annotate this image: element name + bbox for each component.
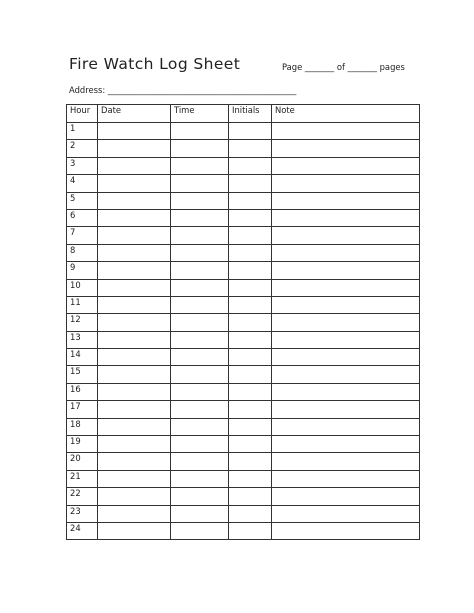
table-row <box>67 157 420 174</box>
hour-cell: 22 <box>67 488 98 505</box>
note-cell[interactable] <box>272 175 420 192</box>
initials-cell[interactable] <box>229 279 272 296</box>
table-row <box>67 401 420 418</box>
hour-cell: 19 <box>67 436 98 453</box>
initials-cell[interactable] <box>229 488 272 505</box>
table-row <box>67 505 420 522</box>
hour-cell: 5 <box>67 192 98 209</box>
date-cell[interactable] <box>98 192 171 209</box>
column-header-date: Date <box>98 105 171 123</box>
initials-cell[interactable] <box>229 418 272 435</box>
note-cell[interactable] <box>272 453 420 470</box>
table-row <box>67 227 420 244</box>
hour-cell: 1 <box>67 123 98 140</box>
initials-cell[interactable] <box>229 366 272 383</box>
time-cell[interactable] <box>171 488 229 505</box>
table-row <box>67 349 420 366</box>
table-row <box>67 418 420 435</box>
date-cell[interactable] <box>98 418 171 435</box>
hour-cell: 9 <box>67 262 98 279</box>
note-cell[interactable] <box>272 349 420 366</box>
initials-cell[interactable] <box>229 401 272 418</box>
hour-cell: 2 <box>67 140 98 157</box>
table-row <box>67 522 420 539</box>
initials-cell[interactable] <box>229 453 272 470</box>
hour-cell: 7 <box>67 227 98 244</box>
date-cell[interactable] <box>98 140 171 157</box>
hour-cell: 17 <box>67 401 98 418</box>
hour-cell: 20 <box>67 453 98 470</box>
time-cell[interactable] <box>171 418 229 435</box>
date-cell[interactable] <box>98 453 171 470</box>
date-cell[interactable] <box>98 279 171 296</box>
initials-cell[interactable] <box>229 436 272 453</box>
time-cell[interactable] <box>171 505 229 522</box>
date-cell[interactable] <box>98 349 171 366</box>
table-row <box>67 279 420 296</box>
table-row <box>67 436 420 453</box>
table-row <box>67 123 420 140</box>
table-row <box>67 366 420 383</box>
initials-cell[interactable] <box>229 383 272 400</box>
note-cell[interactable] <box>272 262 420 279</box>
hour-cell: 15 <box>67 366 98 383</box>
date-cell[interactable] <box>98 436 171 453</box>
initials-cell[interactable] <box>229 349 272 366</box>
table-row <box>67 244 420 261</box>
time-cell[interactable] <box>171 227 229 244</box>
note-cell[interactable] <box>272 436 420 453</box>
time-cell[interactable] <box>171 366 229 383</box>
date-cell[interactable] <box>98 227 171 244</box>
table-row <box>67 175 420 192</box>
time-cell[interactable] <box>171 470 229 487</box>
note-cell[interactable] <box>272 227 420 244</box>
initials-cell[interactable] <box>229 296 272 313</box>
date-cell[interactable] <box>98 470 171 487</box>
table-row <box>67 209 420 226</box>
table-header-row <box>67 105 420 123</box>
note-cell[interactable] <box>272 383 420 400</box>
date-cell[interactable] <box>98 123 171 140</box>
hour-cell: 14 <box>67 349 98 366</box>
table-row <box>67 296 420 313</box>
time-cell[interactable] <box>171 244 229 261</box>
hour-cell: 18 <box>67 418 98 435</box>
time-cell[interactable] <box>171 296 229 313</box>
time-cell[interactable] <box>171 157 229 174</box>
date-cell[interactable] <box>98 244 171 261</box>
column-header-hour: Hour <box>67 105 98 123</box>
note-cell[interactable] <box>272 505 420 522</box>
hour-cell: 4 <box>67 175 98 192</box>
date-cell[interactable] <box>98 522 171 539</box>
table-row <box>67 331 420 348</box>
time-cell[interactable] <box>171 331 229 348</box>
initials-cell[interactable] <box>229 470 272 487</box>
date-cell[interactable] <box>98 314 171 331</box>
time-cell[interactable] <box>171 436 229 453</box>
page-count-field[interactable]: Page _______ of _______ pages <box>282 62 405 72</box>
address-field[interactable]: Address: _____________________________________________ <box>69 85 297 95</box>
initials-cell[interactable] <box>229 123 272 140</box>
initials-cell[interactable] <box>229 209 272 226</box>
table-row <box>67 383 420 400</box>
hour-cell: 8 <box>67 244 98 261</box>
time-cell[interactable] <box>171 314 229 331</box>
hour-cell: 12 <box>67 314 98 331</box>
column-header-time: Time <box>171 105 229 123</box>
initials-cell[interactable] <box>229 522 272 539</box>
date-cell[interactable] <box>98 488 171 505</box>
note-cell[interactable] <box>272 140 420 157</box>
note-cell[interactable] <box>272 209 420 226</box>
note-cell[interactable] <box>272 314 420 331</box>
note-cell[interactable] <box>272 418 420 435</box>
note-cell[interactable] <box>272 157 420 174</box>
hour-cell: 16 <box>67 383 98 400</box>
time-cell[interactable] <box>171 522 229 539</box>
note-cell[interactable] <box>272 279 420 296</box>
initials-cell[interactable] <box>229 157 272 174</box>
date-cell[interactable] <box>98 383 171 400</box>
time-cell[interactable] <box>171 123 229 140</box>
note-cell[interactable] <box>272 192 420 209</box>
initials-cell[interactable] <box>229 192 272 209</box>
note-cell[interactable] <box>272 522 420 539</box>
note-cell[interactable] <box>272 401 420 418</box>
time-cell[interactable] <box>171 349 229 366</box>
log-body <box>67 123 420 540</box>
hour-cell: 13 <box>67 331 98 348</box>
initials-cell[interactable] <box>229 175 272 192</box>
initials-cell[interactable] <box>229 262 272 279</box>
time-cell[interactable] <box>171 175 229 192</box>
date-cell[interactable] <box>98 366 171 383</box>
hour-cell: 21 <box>67 470 98 487</box>
table-row <box>67 470 420 487</box>
note-cell[interactable] <box>272 366 420 383</box>
time-cell[interactable] <box>171 401 229 418</box>
date-cell[interactable] <box>98 505 171 522</box>
initials-cell[interactable] <box>229 227 272 244</box>
column-header-note: Note <box>272 105 420 123</box>
time-cell[interactable] <box>171 279 229 296</box>
hour-cell: 10 <box>67 279 98 296</box>
date-cell[interactable] <box>98 157 171 174</box>
sheet-title: Fire Watch Log Sheet <box>69 55 241 73</box>
initials-cell[interactable] <box>229 331 272 348</box>
table-row <box>67 140 420 157</box>
note-cell[interactable] <box>272 331 420 348</box>
initials-cell[interactable] <box>229 244 272 261</box>
note-cell[interactable] <box>272 296 420 313</box>
initials-cell[interactable] <box>229 314 272 331</box>
table-row <box>67 262 420 279</box>
hour-cell: 24 <box>67 522 98 539</box>
note-cell[interactable] <box>272 488 420 505</box>
table-row <box>67 453 420 470</box>
hour-cell: 6 <box>67 209 98 226</box>
initials-cell[interactable] <box>229 140 272 157</box>
hour-cell: 23 <box>67 505 98 522</box>
table-row <box>67 488 420 505</box>
date-cell[interactable] <box>98 209 171 226</box>
time-cell[interactable] <box>171 140 229 157</box>
table-row <box>67 192 420 209</box>
note-cell[interactable] <box>272 244 420 261</box>
time-cell[interactable] <box>171 262 229 279</box>
column-header-initials: Initials <box>229 105 272 123</box>
time-cell[interactable] <box>171 453 229 470</box>
date-cell[interactable] <box>98 401 171 418</box>
date-cell[interactable] <box>98 175 171 192</box>
time-cell[interactable] <box>171 192 229 209</box>
hour-cell: 11 <box>67 296 98 313</box>
time-cell[interactable] <box>171 383 229 400</box>
date-cell[interactable] <box>98 331 171 348</box>
hour-cell: 3 <box>67 157 98 174</box>
note-cell[interactable] <box>272 123 420 140</box>
time-cell[interactable] <box>171 209 229 226</box>
date-cell[interactable] <box>98 262 171 279</box>
initials-cell[interactable] <box>229 505 272 522</box>
note-cell[interactable] <box>272 470 420 487</box>
fire-watch-log-table <box>66 104 420 540</box>
date-cell[interactable] <box>98 296 171 313</box>
table-row <box>67 314 420 331</box>
